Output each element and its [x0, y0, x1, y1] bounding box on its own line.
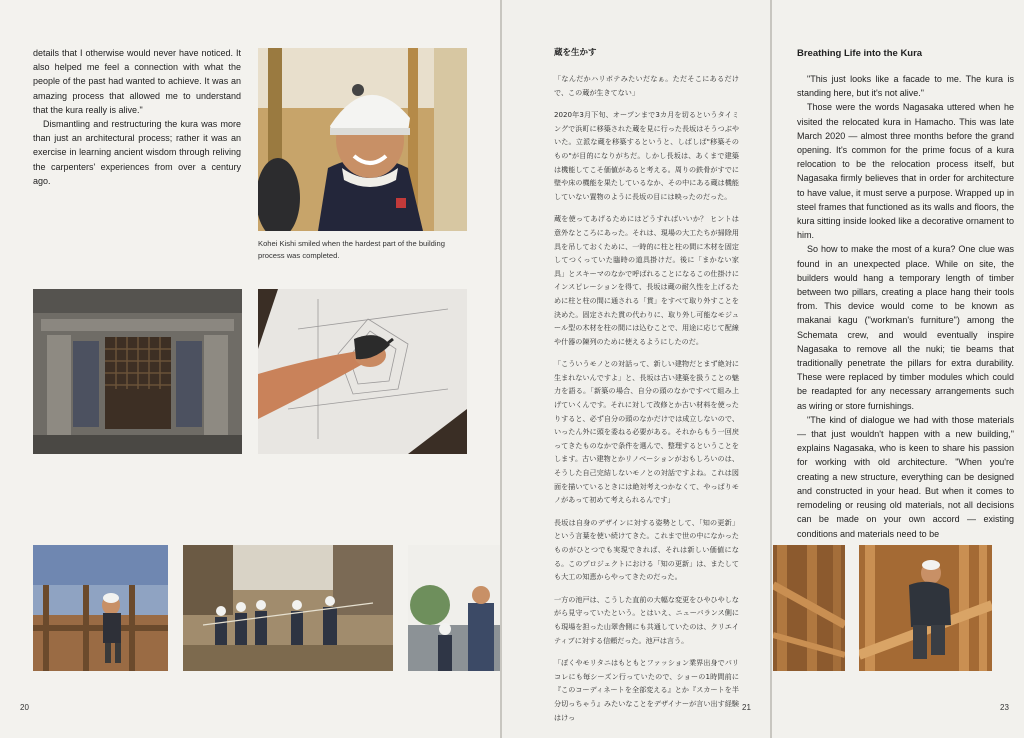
- page20-paragraph: details that I otherwise would never have noticed. It also helped me feel a connection with what the people of the past had wanted to achieve. It was an amazing process that allowed me to understand that the kura really is alive.": [33, 48, 241, 115]
- photo-timber-frame: [773, 545, 845, 671]
- page20-paragraph: Dismantling and restructuring the kura was more than just an architectural process; rather it was an exercise in learning ancient wisdom through reliving the carpenters' experiences from over a century ago.: [33, 119, 241, 186]
- page23-paragraph: So how to make the most of a kura? One clue was found in an unexpected place. While on site, the builders would hang a temporary length of timber between two pillars, creating a place hang their tools from. This device would come to be known as makanai kagu ("workman's furniture") among the Schemata crew, and would eventually inspire Nagasaka to remove all the nuki; tie beams that traditionally penetrate the pillars for extra durability. These were replaced by timber modules which could be readapted for any necessary arrangements such as wiring or store furnishings.: [797, 244, 1014, 411]
- page-number-23: 23: [1000, 703, 1009, 712]
- scaffold-worker-image: [33, 545, 168, 671]
- hand-drawing-image: [258, 289, 467, 454]
- page-number-20: 20: [20, 703, 29, 712]
- timber-frame-image: [773, 545, 845, 671]
- japanese-body-text: [554, 72, 739, 733]
- japanese-paragraph: 2020年3月下旬、オープンまで3カ月を切るというタイミングで浜町に移築された蔵を見に行った長坂はそうつぶやいた。立派な蔵を移築するというと、しばしば"移築そのもの"が目的になりがちだ。しかし長坂は、あくまで建築は機能してこそ価値があると考える。周りの鉄骨がすでに壁や床の機能を果たしているなか、その中にある蔵は機能していない置物のように長坂の目には映ったのだった。: [554, 110, 739, 201]
- team-pulling-image: [183, 545, 393, 671]
- kura-facade-image: [33, 289, 242, 454]
- photo-team-pulling: [183, 545, 393, 671]
- carpenter-working-image: [859, 545, 992, 671]
- page23-body-text: [797, 72, 1014, 541]
- japanese-paragraph: 一方の池戸は、こうした直前の大幅な変更をひやひやしながら見守っていたという。とはいえ、ニューバランス側にも現場を担った山翠舎側にも共通していたのは、クリエイティブに対する信頼だった。池戸は言う。: [554, 594, 739, 645]
- japanese-paragraph: 蔵を使ってあげるためにはどうすればいいか？ ヒントは意外なところにあった。それは、現場の大工たちが掃除用具を吊しておくために、一時的に柱と柱の間に木材を固定してつくっていた臨時の道具掛けだ。後に「まかない家具」とスキーマのなかで呼ばれることになるこの仕掛けにインスピレーションを得て、長坂は蔵の耐久性を上げるために柱と柱の間に通される「貫」をすべて取り外すことを決めた。固定された貫の代わりに、取り外し可能なモジュール型の木材を柱の間には込むことで、用途に応じて配線や什器の陳列のために使えるようにしたのだ。: [554, 214, 739, 346]
- japanese-paragraph: 「こういうモノとの対話って、新しい建物だとまず絶対に生まれないんですよ」と、長坂は古い建築を扱うことの魅力を語る。「新築の場合、自分の頭のなかですべて組み上げていくんです。それに対して改修とか古い材料を使ったりすると、必ず自分の頭のなかだけでは成立しないので、いったん外に頭を委ねる必要がある。それからもう一回戻ってきたものなかで条件を選んで、整理するということをします。古い建物とかリノベーションがおもしろいのは、そうした自己完結しないモノとの対話ですよね。これは図面を描いているときには絶対考えつかなくて、やっぱりモノがあって初めて考えられるんです」: [554, 359, 739, 505]
- japanese-paragraph: 長坂は自身のデザインに対する姿勢として、「知の更新」という言葉を使い続けてきた。これまで世の中になかったものがひとつでも実現できれば、それは新しい価値になる。このプロジェクトにおける「知の更新」は、またしても大工の知恵からやってきたのだった。: [554, 517, 739, 582]
- page23-paragraph: Those were the words Nagasaka uttered when he visited the relocated kura in Hamacho. This was late March 2020 — almost three months before the grand opening. It's common for the prime focus of a kura relocation to be the relocation process itself, but Nagasaka firmly believes that in order for architecture to have value, it must serve a purpose. Wrapped up in steel frames that functioned as its walls and floors, the kura sitting inside looked like a decorative ornament to him.: [797, 102, 1014, 241]
- worker-portrait-image: [258, 48, 467, 231]
- photo-worker-portrait: [258, 48, 467, 231]
- photo-kura-facade: [33, 289, 242, 454]
- page-23: [772, 0, 1024, 738]
- page23-paragraph: "This just looks like a facade to me. The kura is standing here, but it's not alive.": [797, 74, 1014, 99]
- photo-scaffold-worker: [33, 545, 168, 671]
- photo-site-workers: [408, 545, 500, 671]
- english-section-title: [797, 48, 922, 59]
- english-title-text: Breathing Life into the Kura: [797, 48, 923, 59]
- photo-carpenter-working: [859, 545, 992, 671]
- page-number-21: 21: [742, 703, 751, 712]
- site-workers-image: [408, 545, 500, 671]
- photo-hand-drawing: [258, 289, 467, 454]
- page20-body-text: [33, 46, 241, 188]
- photo-caption: Kohei Kishi smiled when the hardest part of the building process was completed.: [258, 239, 446, 260]
- japanese-paragraph: 「なんだかハリボテみたいだなぁ。ただそこにあるだけで、この蔵が生きてない」: [554, 74, 739, 97]
- page-20: [0, 0, 500, 738]
- japanese-paragraph: 「ぼくやモリタニはもともとファッション業界出身でパリコレにも毎シーズン行っていたので、ショーの1時間前に『このコーディネートを全部変える』とか『スカートを半分切っちゃう』みたいなことをデザイナーが言い出す経験はけっ: [554, 658, 739, 722]
- page23-paragraph: "The kind of dialogue we had with those materials — that just wouldn't happen with a new building," explains Nagasaka, who is keen to share his passion for working with old architecture. "When you're creating a new structure, everything can be designed and constructed in your head. But when it comes to remodeling or reusing old materials, not all decisions can be made on your own accord — existing conditions and materials need to be: [797, 414, 1014, 539]
- page-21: [502, 0, 770, 738]
- japanese-section-title: 蔵を生かす: [554, 48, 597, 58]
